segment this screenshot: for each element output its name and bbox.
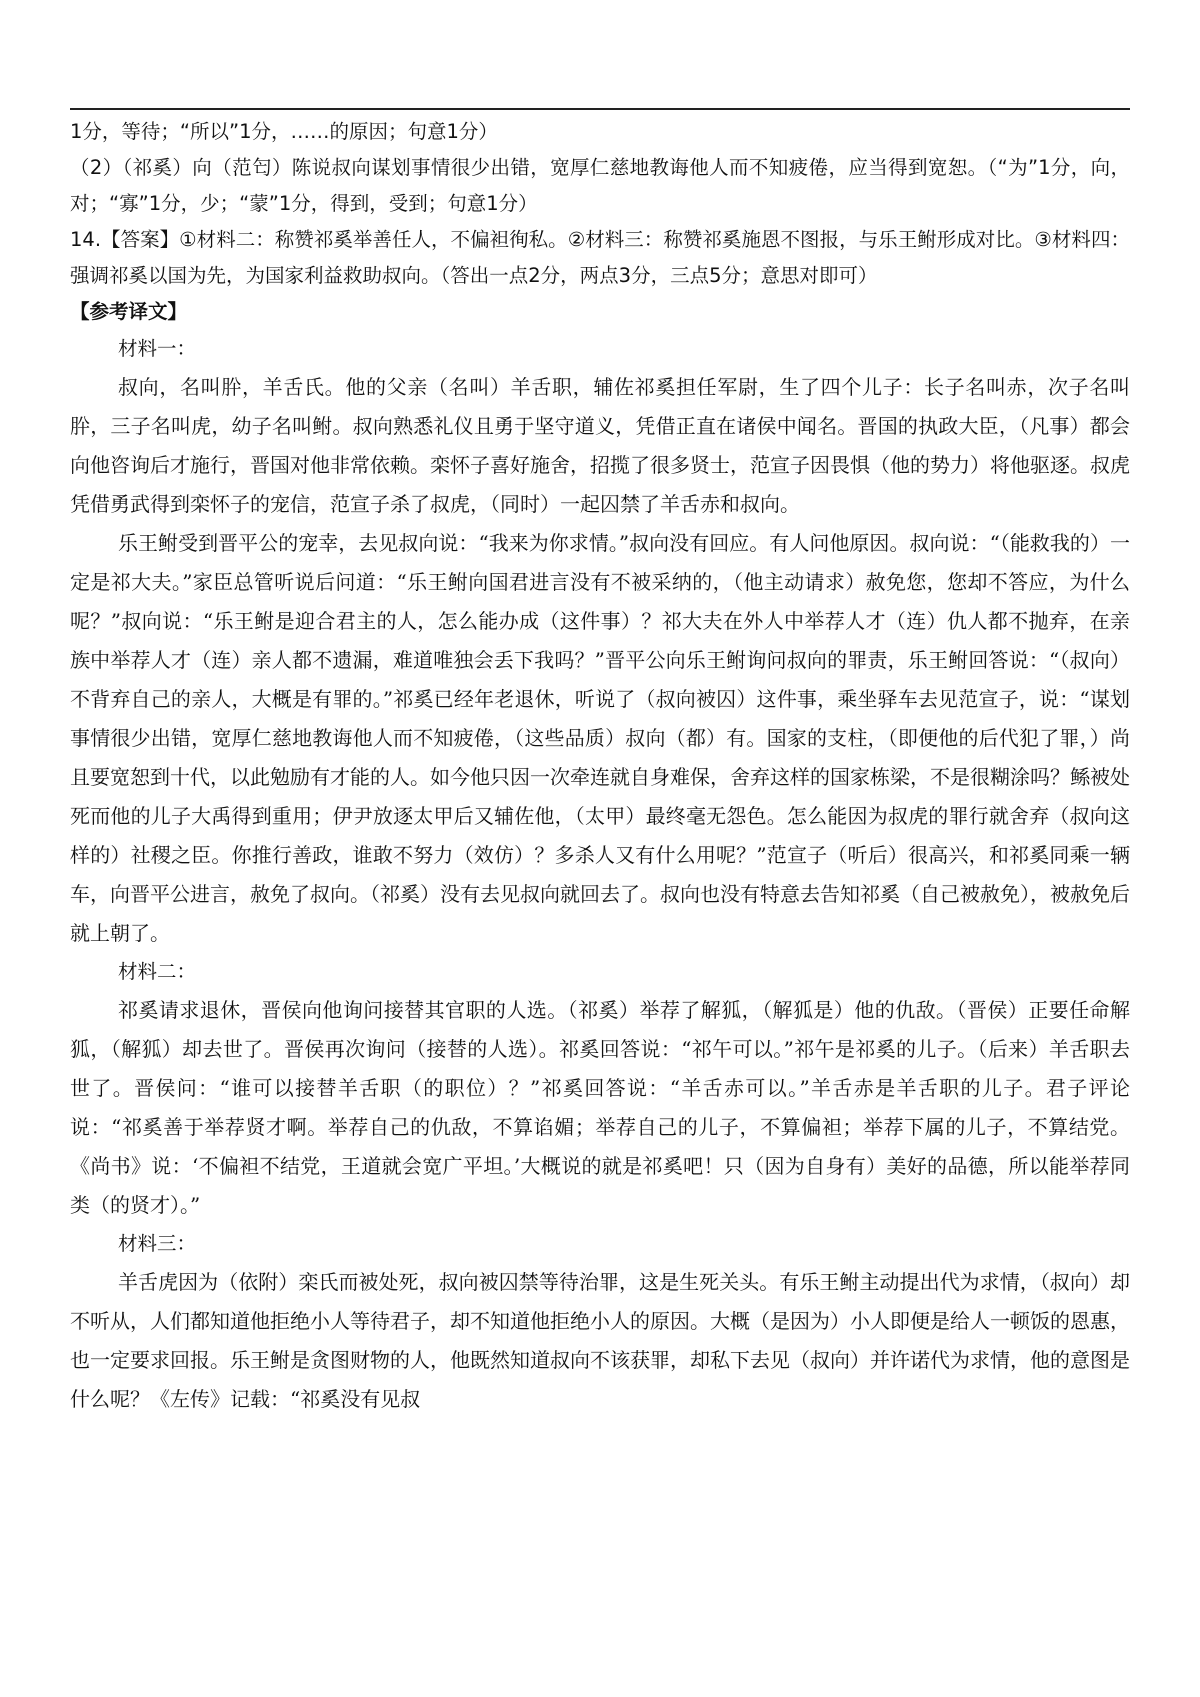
answer-q13-2: （2）（祁奚）向（范匄）陈说叔向谋划事情很少出错，宽厚仁慈地教诲他人而不知疲倦，应当得到宽恕。（“为”1分，向，对；“寡”1分，少；“蒙”1分，得到，受到；句意1分） bbox=[70, 156, 1130, 215]
material-1-paragraph-2: 乐王鲋受到晋平公的宠幸，去见叔向说：“我来为你求情。”叔向没有回应。有人问他原因。叔向说：“（能救我的）一定是祁大夫。”家臣总管听说后问道：“乐王鲋向国君进言没有不被采纳的，（他主动请求）赦免您，您却不答应，为什么呢？”叔向说：“乐王鲋是迎合君主的人，怎么能办成（这件事）？祁大夫在外人中举荐人才（连）仇人都不抛弃，在亲族中举荐人才（连）亲人都不遗漏，难道唯独会丢下我吗？”晋平公向乐王鲋询问叔向的罪责，乐王鲋回答说：“（叔向）不背弃自己的亲人，大概是有罪的。”祁奚已经年老退休，听说了（叔向被囚）这件事，乘坐驿车去见范宣子，说：“谋划事情很少出错，宽厚仁慈地教诲他人而不知疲倦，（这些品质）叔向（都）有。国家的支柱，（即便他的后代犯了罪，）尚且要宽恕到十代，以此勉励有才能的人。如今他只因一次牵连就自身难保，舍弃这样的国家栋梁，不是很糊涂吗？鲧被处死而他的儿子大禹得到重用；伊尹放逐太甲后又辅佐他，（太甲）最终毫无怨色。怎么能因为叔虎的罪行就舍弃（叔向这样的）社稷之臣。你推行善政，谁敢不努力（效仿）？多杀人又有什么用呢？”范宣子（听后）很高兴，和祁奚同乘一辆车，向晋平公进言，赦免了叔向。（祁奚）没有去见叔向就回去了。叔向也没有特意去告知祁奚（自己被赦免），被赦免后就上朝了。 bbox=[70, 531, 1130, 945]
material-2-paragraph: 祁奚请求退休，晋侯向他询问接替其官职的人选。（祁奚）举荐了解狐，（解狐是）他的仇敌。（晋侯）正要任命解狐，（解狐）却去世了。晋侯再次询问（接替的人选）。祁奚回答说：“祁午可以。”祁午是祁奚的儿子。（后来）羊舌职去世了。晋侯问：“谁可以接替羊舌职（的职位）？”祁奚回答说：“羊舌赤可以。”羊舌赤是羊舌职的儿子。君子评论说：“祁奚善于举荐贤才啊。举荐自己的仇敌，不算谄媚；举荐自己的儿子，不算偏袒；举荐下属的儿子，不算结党。《尚书》说：‘不偏袒不结党，王道就会宽广平坦。’大概说的就是祁奚吧！只（因为自身有）美好的品德，所以能举荐同类（的贤才）。” bbox=[70, 998, 1130, 1217]
material-1-paragraph-1: 叔向，名叫肸，羊舌氏。他的父亲（名叫）羊舌职，辅佐祁奚担任军尉，生了四个儿子：长子名叫赤，次子名叫肸，三子名叫虎，幼子名叫鲋。叔向熟悉礼仪且勇于坚守道义，凭借正直在诸侯中闻名。晋国的执政大臣，（凡事）都会向他咨询后才施行，晋国对他非常依赖。栾怀子喜好施舍，招揽了很多贤士，范宣子因畏惧（他的势力）将他驱逐。叔虎凭借勇武得到栾怀子的宠信，范宣子杀了叔虎，（同时）一起囚禁了羊舌赤和叔向。 bbox=[70, 375, 1130, 516]
material-3-paragraph: 羊舌虎因为（依附）栾氏而被处死，叔向被囚禁等待治罪，这是生死关头。有乐王鲋主动提出代为求情，（叔向）却不听从，人们都知道他拒绝小人等待君子，却不知道他拒绝小人的原因。大概（是因为）小人即便是给人一顿饭的恩惠，也一定要求回报。乐王鲋是贪图财物的人，他既然知道叔向不该获罪，却私下去见（叔向）并许诺代为求情，他的意图是什么呢？《左传》记载：“祁奚没有见叔 bbox=[70, 1270, 1130, 1411]
material-1-label: 材料一： bbox=[118, 337, 197, 360]
material-2-label: 材料二： bbox=[118, 960, 197, 983]
answer-q14: 14.【答案】①材料二：称赞祁奚举善任人，不偏袒徇私。②材料三：称赞祁奚施恩不图报，与乐王鲋形成对比。③材料四：强调祁奚以国为先，为国家利益救助叔向。（答出一点2分，两点3分，三点5分；意思对即可） bbox=[70, 228, 1130, 287]
material-3-label: 材料三： bbox=[118, 1232, 197, 1255]
answer-line-1: 1分，等待；“所以”1分，……的原因；句意1分） bbox=[70, 120, 498, 143]
top-divider bbox=[70, 108, 1130, 110]
document-body bbox=[70, 114, 1130, 1419]
translation-heading: 【参考译文】 bbox=[70, 300, 188, 323]
